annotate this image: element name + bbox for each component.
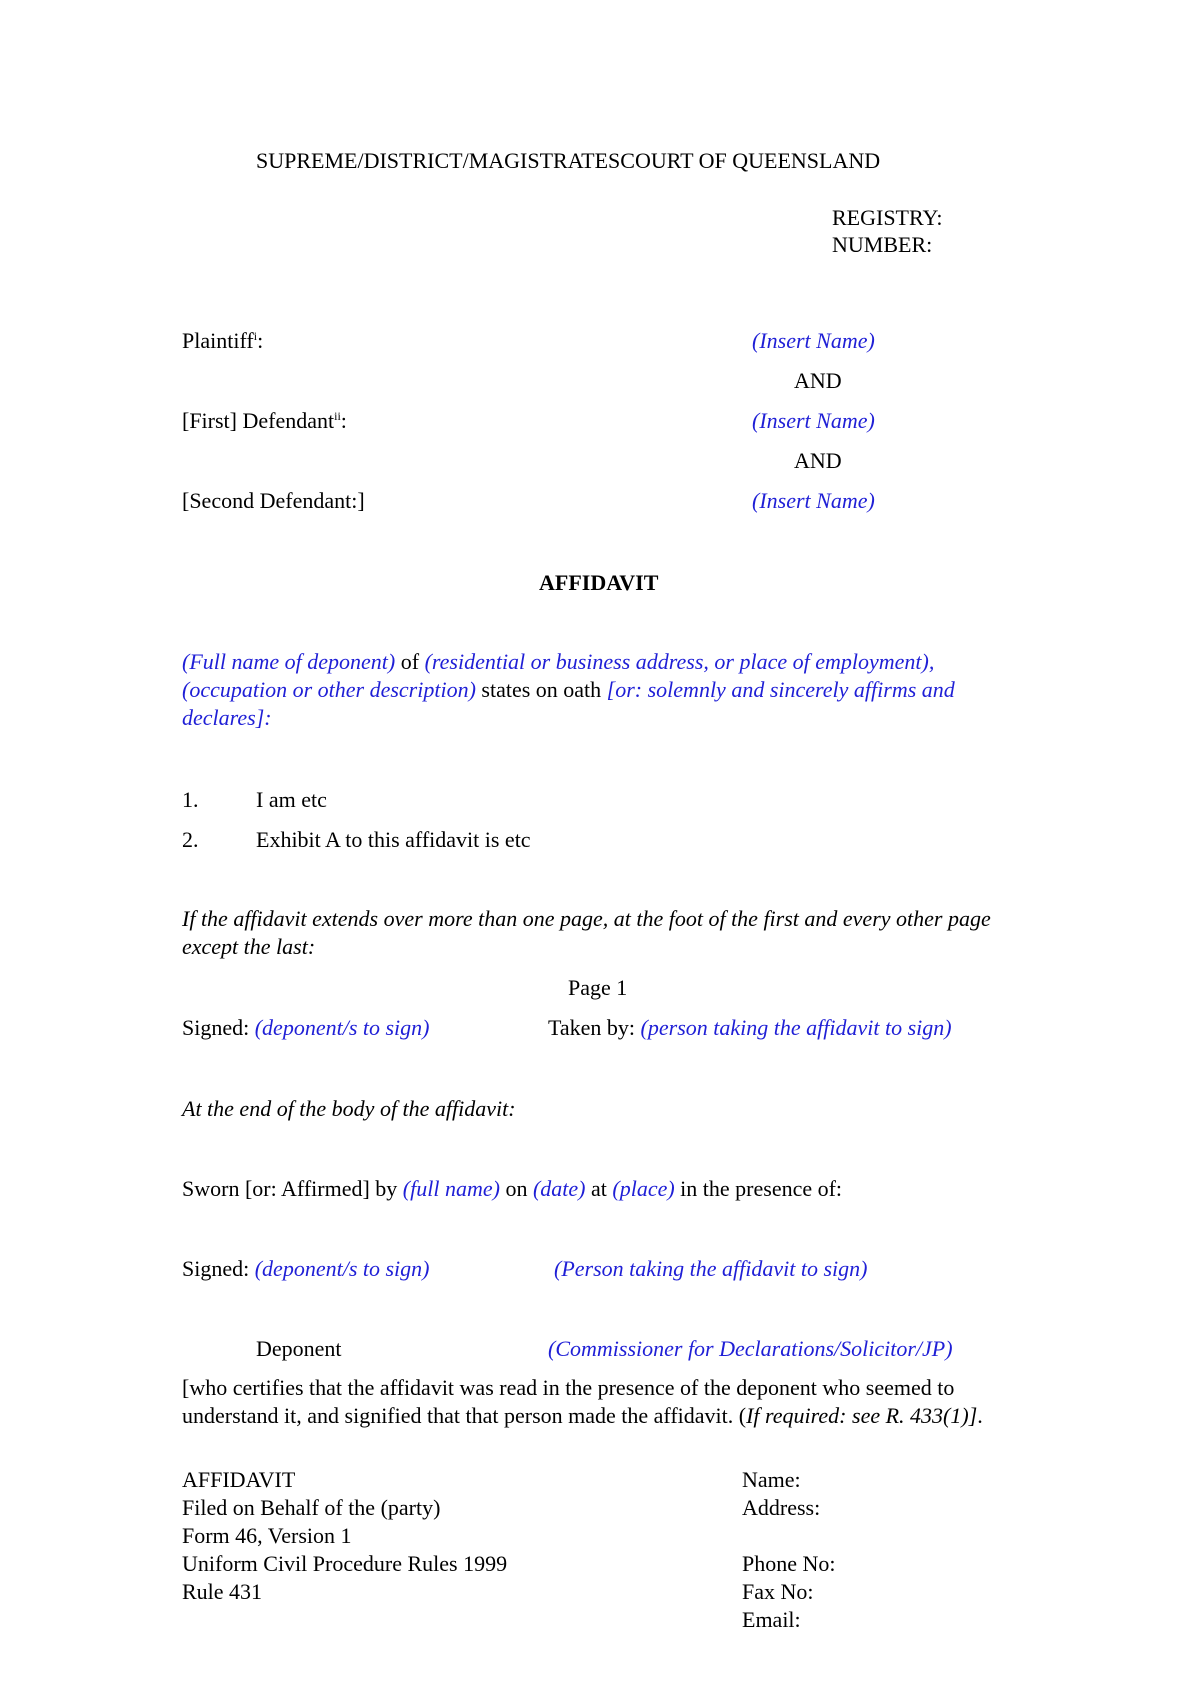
footer-left-line: Rule 431 [182, 1579, 263, 1604]
first-defendant-label: [First] Defendant$^{ii}$: [182, 408, 347, 433]
date-placeholder: (date) [532, 1176, 586, 1201]
commissioner-caption: (Commissioner for Declarations/Solicitor/JP) [548, 1336, 953, 1361]
deponent-caption: Deponent [256, 1336, 342, 1361]
footer-left-block [182, 1466, 632, 1606]
witness-sign-placeholder: (Person taking the affidavit to sign) [554, 1256, 868, 1281]
page-number: Page 1 [568, 975, 628, 1000]
plaintiff-label: Plaintiff$^i$: [182, 328, 264, 353]
place-placeholder: (place) [612, 1176, 675, 1201]
footer-left-line: Filed on Behalf of the (party) [182, 1495, 441, 1520]
certification-paragraph: [who certifies that the affidavit was read in the presence of the deponent who seemed to understand it, and signified that that person made the affidavit. (If required: see R. 433(1)]. [182, 1375, 983, 1428]
and-separator-2: AND [794, 448, 842, 473]
deponent-sign-placeholder-2: (deponent/s to sign) [254, 1256, 430, 1281]
second-defendant-label: [Second Defendant:] [182, 488, 365, 513]
plaintiff-endnote-ref: i [253, 329, 258, 343]
first-defendant-endnote-ref: ii [334, 409, 341, 423]
intro-paragraph: (Full name of deponent) of (residential or business address, or place of employment), (occupation or other description) states on oath [or: solemnly and sincerely affirms and declares]: [182, 649, 955, 730]
registry-label: REGISTRY: [832, 205, 943, 230]
deponent-name-placeholder: (Full name of deponent) [182, 649, 396, 674]
footer-phone-label: Phone No: [742, 1551, 836, 1576]
footer-left-line: AFFIDAVIT [182, 1467, 296, 1492]
footer-name-label: Name: [742, 1467, 801, 1492]
and-separator-1: AND [794, 368, 842, 393]
footer-address-label: Address: [742, 1495, 821, 1520]
taker-sign-placeholder: (person taking the affidavit to sign) [640, 1015, 952, 1040]
end-instruction: At the end of the body of the affidavit: [182, 1096, 516, 1121]
deponent-sign-placeholder: (deponent/s to sign) [254, 1015, 430, 1040]
sworn-line: Sworn [or: Affirmed] by (full name) on (date) at (place) in the presence of: [182, 1176, 843, 1201]
footer-left-line: Form 46, Version 1 [182, 1523, 352, 1548]
item-number-1: 1. [182, 787, 199, 812]
signature-line-1: Signed: (deponent/s to sign) [182, 1015, 430, 1040]
footer-right-block [742, 1466, 1042, 1634]
signature-line-2: Signed: (deponent/s to sign) [182, 1256, 430, 1281]
footer-fax-label: Fax No: [742, 1579, 814, 1604]
item-text-2: Exhibit A to this affidavit is etc [256, 827, 531, 852]
footer-left-line: Uniform Civil Procedure Rules 1999 [182, 1551, 508, 1576]
taken-by-line: Taken by: (person taking the affidavit to sign) [548, 1015, 952, 1040]
plaintiff-name-placeholder[interactable]: (Insert Name) [752, 328, 875, 353]
item-number-2: 2. [182, 827, 199, 852]
footer-blank-line [742, 1522, 1042, 1550]
first-defendant-name-placeholder[interactable]: (Insert Name) [752, 408, 875, 433]
number-label: NUMBER: [832, 232, 933, 257]
item-text-1: I am etc [256, 787, 327, 812]
footer-email-label: Email: [742, 1607, 801, 1632]
document-title: AFFIDAVIT [539, 570, 659, 595]
court-heading: SUPREME/DISTRICT/MAGISTRATESCOURT OF QUEENSLAND [256, 148, 881, 173]
affirm-alternative: [or: solemnly and sincerely affirms and declares]: [182, 677, 955, 730]
second-defendant-name-placeholder[interactable]: (Insert Name) [752, 488, 875, 513]
address-placeholder: (residential or business address, or place of employment), (occupation or other description) [182, 649, 935, 702]
foot-instruction: If the affidavit extends over more than one page, at the foot of the first and every other page except the last: [182, 906, 991, 959]
full-name-placeholder: (full name) [402, 1176, 500, 1201]
